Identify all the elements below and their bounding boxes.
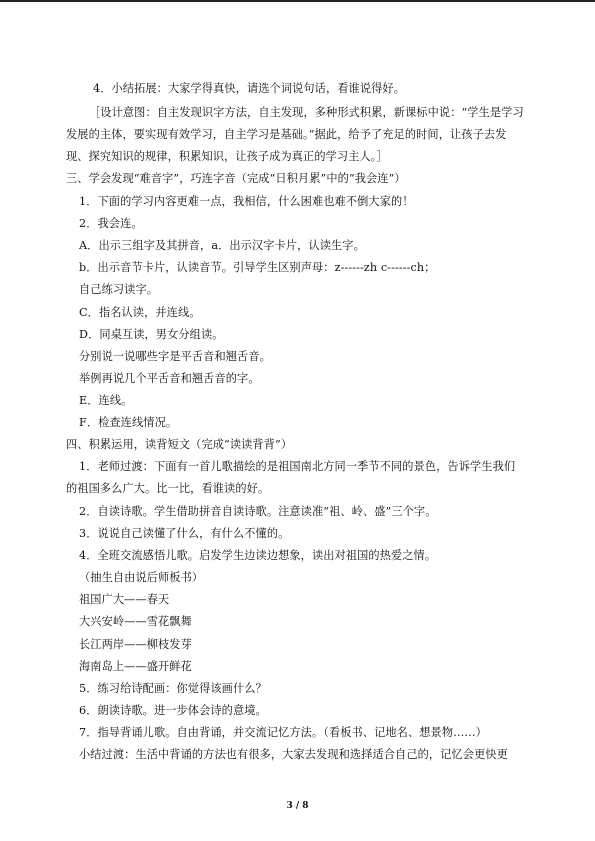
text-line: 3．说说自己读懂了什么，有什么不懂的。	[79, 527, 290, 540]
text-line: 4．全班交流感悟儿歌。启发学生边读边想象，读出对祖国的热爱之情。	[79, 549, 437, 562]
section-heading: 四、积累运用，读背短文（完成“读读背背”）	[66, 438, 293, 451]
poem-line: 长江两岸——柳枝发芽	[79, 638, 192, 651]
text-line: E．连线。	[79, 394, 133, 407]
text-line: ［设计意图：自主发现识字方法，自主发现，多种形式积累，新课标中说：“学生是学习	[89, 106, 524, 119]
text-line: 举例再说几个平舌音和翘舌音的字。	[79, 372, 260, 385]
text-line: 4．小结拓展：大家学得真快，请选个词说句话，看谁说得好。	[93, 82, 405, 95]
text-line: 现、探究知识的规律，积累知识，让孩子成为真正的学习主人。］	[66, 150, 388, 163]
text-line: 5．练习给诗配画：你觉得该画什么？	[79, 682, 267, 695]
text-line: 2．自读诗歌。学生借助拼音自读诗歌。注意读准“祖、岭、盛”三个字。	[79, 505, 437, 518]
poem-line: 祖国广大——春天	[79, 593, 170, 606]
section-heading: 三、学会发现“难音字”，巧连字音（完成“日积月累”中的“我会连”）	[66, 172, 406, 185]
text-line: b．出示音节卡片，认读音节。引导学生区别声母：z------zh c------ch；	[79, 261, 436, 274]
text-line: 发展的主体，要实现有效学习，自主学习是基础。”据此，给予了充足的时间，让孩子去发	[66, 128, 507, 141]
text-line: （抽生自由说后师板书）	[79, 571, 204, 584]
text-line: 自己练习读字。	[79, 283, 159, 296]
text-line: 2．我会连。	[79, 217, 143, 230]
page-number: 3 / 8	[286, 801, 309, 811]
text-line: 分别说一说哪些字是平舌音和翘舌音。	[79, 350, 271, 363]
text-line: 1．老师过渡：下面有一首儿歌描绘的是祖国南北方同一季节不同的景色，告诉学生我们	[79, 460, 516, 473]
text-line: A．出示三组字及其拼音，a．出示汉字卡片，认读生字。	[79, 239, 365, 252]
poem-line: 大兴安岭——雪花飘舞	[79, 615, 192, 628]
text-line: F．检查连线情况。	[79, 416, 178, 429]
text-line: 小结过渡：生活中背诵的方法也有很多，大家去发现和选择适合自己的，记忆会更快更	[79, 748, 508, 761]
text-line: 6．朗读诗歌。进一步体会诗的意境。	[79, 704, 267, 717]
text-line: 1．下面的学习内容更难一点，我相信，什么困难也难不倒大家的！	[79, 195, 414, 208]
text-line: D．同桌互读，男女分组读。	[79, 328, 224, 341]
poem-line: 海南岛上——盛开鲜花	[79, 660, 192, 673]
text-line: C．指名认读，并连线。	[79, 306, 201, 319]
text-line: 7．指导背诵儿歌。自由背诵，并交流记忆方法。（看板书、记地名、想景物……）	[79, 726, 487, 739]
text-line: 的祖国多么广大。比一比，看谁读的好。	[66, 482, 270, 495]
